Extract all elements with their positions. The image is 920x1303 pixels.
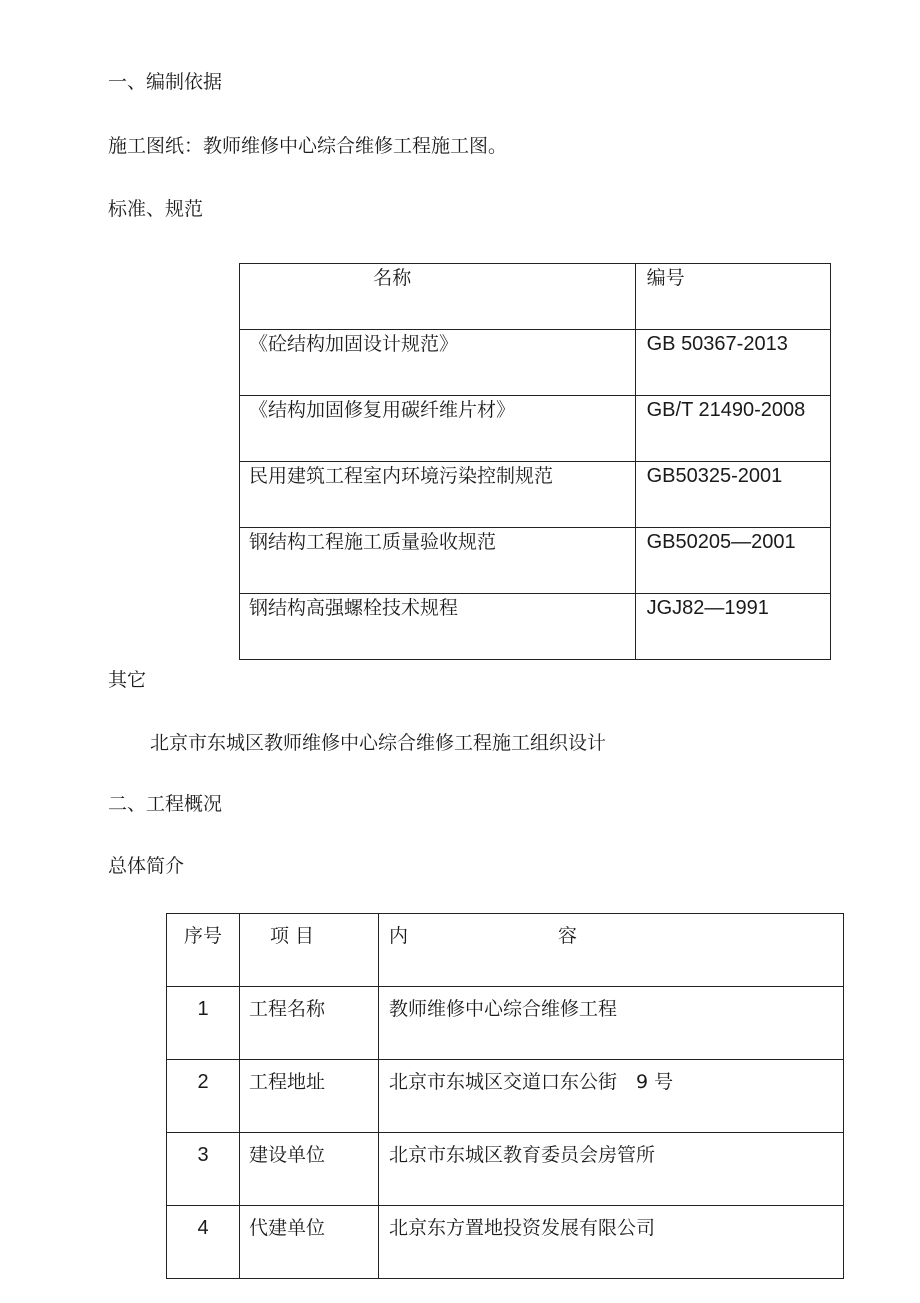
overview-table xyxy=(166,913,844,1279)
header-code: 编号 xyxy=(635,264,830,330)
standards-table xyxy=(239,263,831,660)
standard-code: GB 50367-2013 xyxy=(635,330,830,396)
standard-name: 钢结构高强螺栓技术规程 xyxy=(240,594,636,660)
standard-name: 《砼结构加固设计规范》 xyxy=(240,330,636,396)
row-value: 北京市东城区教育委员会房管所 xyxy=(379,1133,844,1206)
table-header-row xyxy=(167,914,844,987)
standard-code: GB/T 21490-2008 xyxy=(635,396,830,462)
row-value: 教师维修中心综合维修工程 xyxy=(379,987,844,1060)
row-value: 北京东方置地投资发展有限公司 xyxy=(379,1206,844,1279)
row-item: 工程地址 xyxy=(240,1060,379,1133)
row-item: 建设单位 xyxy=(240,1133,379,1206)
overview-heading: 总体简介 xyxy=(108,855,185,877)
table-header-row xyxy=(240,264,831,330)
table-row xyxy=(167,1133,844,1206)
row-item: 代建单位 xyxy=(240,1206,379,1279)
standard-code: GB50205—2001 xyxy=(635,528,830,594)
header-item: 项 目 xyxy=(240,914,379,987)
row-no: 1 xyxy=(167,987,240,1060)
table-row xyxy=(240,528,831,594)
row-value: 北京市东城区交道口东公街 9 号 xyxy=(379,1060,844,1133)
row-no: 3 xyxy=(167,1133,240,1206)
header-content-a: 内 xyxy=(389,925,409,947)
standard-name: 钢结构工程施工质量验收规范 xyxy=(240,528,636,594)
standard-code: JGJ82—1991 xyxy=(635,594,830,660)
standards-heading: 标准、规范 xyxy=(108,198,204,220)
table-row xyxy=(240,462,831,528)
table-row xyxy=(240,594,831,660)
table-row xyxy=(167,1206,844,1279)
row-item: 工程名称 xyxy=(240,987,379,1060)
section-heading-basis: 一、编制依据 xyxy=(108,71,223,93)
table-row xyxy=(240,330,831,396)
header-name: 名称 xyxy=(373,267,412,289)
standard-name: 《结构加固修复用碳纤维片材》 xyxy=(240,396,636,462)
standard-code: GB50325-2001 xyxy=(635,462,830,528)
other-text: 北京市东城区教师维修中心综合维修工程施工组织设计 xyxy=(150,732,607,754)
drawings-line: 施工图纸：教师维修中心综合维修工程施工图。 xyxy=(108,135,508,157)
table-row xyxy=(167,1060,844,1133)
other-heading: 其它 xyxy=(108,669,147,691)
header-content-b: 容 xyxy=(558,925,578,947)
row-no: 4 xyxy=(167,1206,240,1279)
section-heading-overview: 二、工程概况 xyxy=(108,793,223,815)
standard-name: 民用建筑工程室内环境污染控制规范 xyxy=(240,462,636,528)
header-no: 序号 xyxy=(167,914,240,987)
table-row xyxy=(240,396,831,462)
row-no: 2 xyxy=(167,1060,240,1133)
table-row xyxy=(167,987,844,1060)
